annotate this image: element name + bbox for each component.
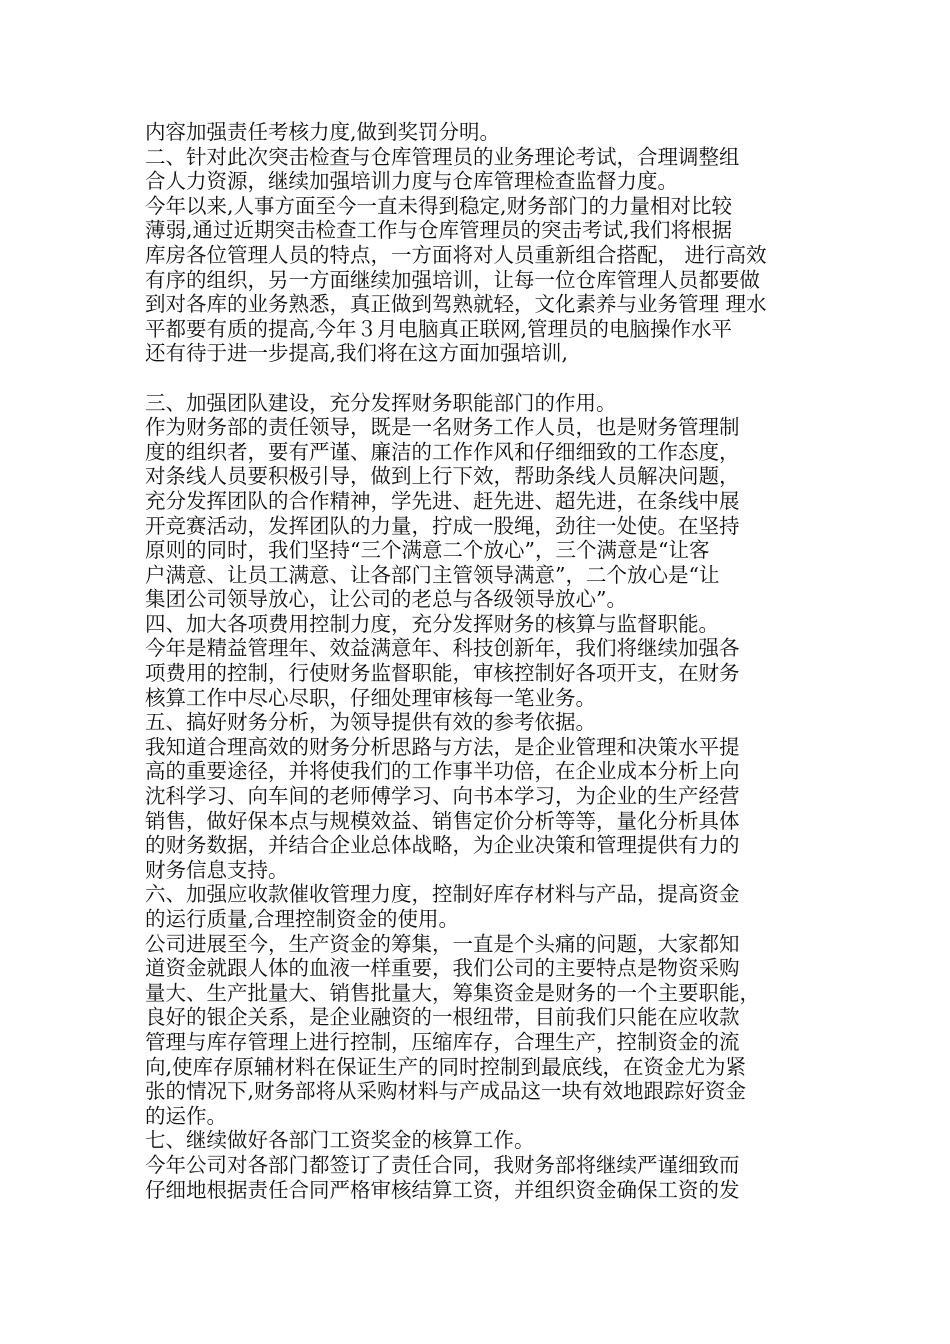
text-line: 作为财务部的责任领导，既是一名财务工作人员，也是财务管理制 [145,415,740,440]
text-line: 销售，做好保本点与规模效益、销售定价分析等等，量化分析具体 [145,808,740,833]
text-line: 内容加强责任考核力度,做到奖罚分明。 [145,120,501,144]
text-line: 公司进展至今，生产资金的筹集，一直是个头痛的问题，大家都知 [145,931,740,956]
text-line: 良好的银企关系，是企业融资的一根纽带，目前我们只能在应收款 [145,1005,740,1030]
heading-line: 四、加大各项费用控制力度，充分发挥财务的核算与监督职能。 [145,611,719,636]
text-line: 项费用的控制，行使财务监督职能，审核控制好各项开支，在财务 [145,661,740,686]
text-line: 我知道合理高效的财务分析思路与方法，是企业管理和决策水平提 [145,734,740,759]
heading-line: 二、针对此次突击检查与仓库管理员的业务理论考试，合理调整组 [145,144,740,169]
heading-line: 五、搞好财务分析，为领导提供有效的参考依据。 [145,710,596,735]
text-line: 的财务数据，并结合企业总体战略，为企业决策和管理提供有力的 [145,833,740,858]
text-line: 有序的组织，另一方面继续加强培训，让每一位仓库管理人员都要做 [145,267,760,292]
text-line: 道资金就跟人体的血液一样重要，我们公司的主要特点是物资采购 [145,956,740,981]
text-line: 户满意、让员工满意、让各部门主管领导满意”，二个放心是“让 [145,562,720,587]
text-line: 还有待于进一步提高,我们将在这方面加强培训, [145,341,569,366]
text-line: 库房各位管理人员的特点，一方面将对人员重新组合搭配， 进行高效 [145,242,767,267]
text-line: 原则的同时，我们坚持“三个满意二个放心”，三个满意是“让客 [145,538,710,563]
blank-line [145,366,805,391]
text-line: 平都要有质的提高,今年３月电脑真正联网,管理员的电脑操作水平 [145,316,733,341]
text-line: 今年公司对各部门都签订了责任合同，我财务部将继续严谨细致而 [145,1152,740,1177]
text-line: 今年是精益管理年、效益满意年、科技创新年，我们将继续加强各 [145,636,740,661]
text-line: 度的组织者，要有严谨、廉洁的工作作风和仔细细致的工作态度， [145,439,740,464]
heading-line: 三、加强团队建设，充分发挥财务职能部门的作用。 [145,390,617,415]
heading-line: 六、加强应收款催收管理力度，控制好库存材料与产品，提高资金 [145,882,740,907]
text-line: 管理与库存管理上进行控制，压缩库存，合理生产，控制资金的流 [145,1029,740,1054]
document-body [145,120,805,1202]
text-line: 沈科学习、向车间的老师傅学习、向书本学习，为企业的生产经营 [145,784,740,809]
text-line: 的运作。 [145,1103,227,1128]
text-line: 合人力资源，继续加强培训力度与仓库管理检查监督力度。 [145,169,678,194]
text-line: 量大、生产批量大、销售批量大，筹集资金是财务的一个主要职能， [145,980,760,1005]
text-line: 财务信息支持。 [145,857,289,882]
text-line: 高的重要途径，并将使我们的工作事半功倍，在企业成本分析上向 [145,759,740,784]
text-line: 张的情况下,财务部将从采购材料与产成品这一块有效地跟踪好资金 [145,1079,747,1104]
text-line: 今年以来,人事方面至今一直未得到稳定,财务部门的力量相对比较 [145,193,733,218]
text-line: 向,使库存原辅材料在保证生产的同时控制到最底线，在资金尤为紧 [145,1054,747,1079]
text-line: 开竞赛活动，发挥团队的力量，拧成一股绳，劲往一处使。在坚持 [145,513,740,538]
text-line: 薄弱,通过近期突击检查工作与仓库管理员的突击考试,我们将根据 [145,218,733,243]
text-line: 对条线人员要积极引导，做到上行下效，帮助条线人员解决问题， [145,464,740,489]
text-line: 充分发挥团队的合作精神，学先进、赶先进、超先进，在条线中展 [145,488,740,513]
text-line: 的运行质量,合理控制资金的使用。 [145,907,460,931]
heading-line: 七、继续做好各部门工资奖金的核算工作。 [145,1128,535,1153]
text-line: 到对各库的业务熟悉，真正做到驾熟就轻，文化素养与业务管理 理水 [145,292,767,317]
text-line: 集团公司领导放心，让公司的老总与各级领导放心”。 [145,587,627,612]
text-line: 仔细地根据责任合同严格审核结算工资，并组织资金确保工资的发 [145,1177,740,1202]
text-line: 核算工作中尽心尽职，仔细处理审核每一笔业务。 [145,685,596,710]
